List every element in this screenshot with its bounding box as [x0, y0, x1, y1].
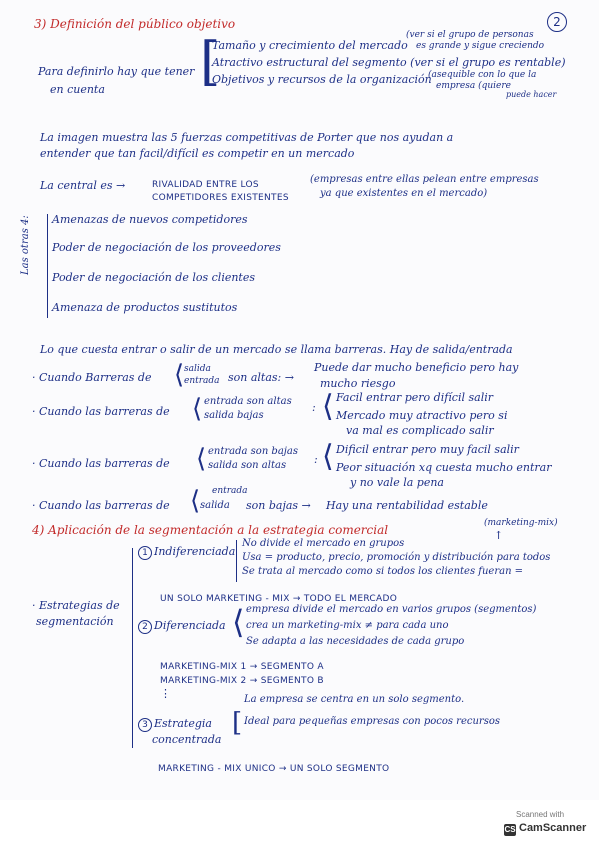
strategy-1-title [138, 546, 235, 560]
central-force-caps-2: COMPETIDORES EXISTENTES [152, 193, 289, 203]
resources-note-line-1: (asequible con lo que la [428, 70, 537, 80]
barrier-case-4-result: Hay una rentabilidad estable [326, 499, 488, 512]
barrier-case-1-top: salida [184, 364, 211, 374]
barrier-case-2-bottom: salida bajas [204, 410, 264, 421]
barrier-case-1-prefix: · Cuando Barreras de [32, 371, 152, 384]
strategy-3-line: Ideal para pequeñas empresas con pocos recursos [244, 716, 500, 727]
porter-paragraph-line-1: La imagen muestra las 5 fuerzas competitivas de Porter que nos ayudan a [40, 131, 454, 144]
barrier-case-2-result-brace: ⟨ [322, 389, 334, 424]
section-3-title: 3) Definición del público objetivo [34, 17, 236, 31]
strategy-2-name: Diferenciada [154, 619, 226, 632]
central-force-note-2: ya que existentes en el mercado) [320, 188, 488, 199]
force-item: Amenazas de nuevos competidores [52, 213, 248, 226]
definition-lead-line-1: Para definirlo hay que tener [38, 65, 195, 78]
barrier-case-3-result-1: Dificil entrar pero muy facil salir [336, 443, 519, 456]
force-item: Poder de negociación de los clientes [52, 271, 256, 284]
barrier-case-2-result-2: Mercado muy atractivo pero si [336, 409, 508, 422]
barrier-case-2-brace: ⟨ [192, 394, 203, 424]
barrier-case-2-colon: : [312, 401, 316, 414]
number-badge-2: 2 [138, 620, 152, 634]
strategy-2-title [138, 620, 226, 634]
barriers-intro: Lo que cuesta entrar o salir de un mercado se llama barreras. Hay de salida/entrada [40, 343, 513, 356]
strategies-label-1: · Estrategias de [32, 599, 120, 612]
strategy-1-bracket [236, 540, 237, 582]
size-note-line-2: es grande y sigue creciendo [416, 41, 545, 51]
force-item: Poder de negociación de los proveedores [52, 241, 281, 254]
barrier-case-3-bottom: salida son altas [208, 460, 287, 471]
criterion-item: Tamaño y crecimiento del mercado [212, 39, 408, 52]
barrier-case-1-brace: ⟨ [174, 360, 185, 390]
camscanner-badge [504, 808, 588, 840]
central-force-note-1: (empresas entre ellas pelean entre empresas [310, 174, 539, 185]
barrier-case-3-brace: ⟨ [196, 444, 207, 474]
barrier-case-3-top: entrada son bajas [208, 446, 298, 457]
size-note-line-1: (ver si el grupo de personas [406, 30, 534, 40]
other-forces-label: Las otras 4: [20, 215, 31, 275]
marketing-mix-note: (marketing-mix) [484, 518, 558, 528]
strategy-3-name-2: concentrada [152, 733, 222, 746]
barrier-case-2-result-3: va mal es complicado salir [346, 424, 494, 437]
central-force-label: La central es → [40, 179, 126, 192]
barrier-case-3-result-2: Peor situación xq cuesta mucho entrar [336, 461, 552, 474]
criterion-item: Objetivos y recursos de la organización [212, 73, 432, 86]
number-badge-3: 3 [138, 718, 152, 732]
barrier-case-1-bottom: entrada [184, 376, 220, 386]
strategy-2-line: crea un marketing-mix ≠ para cada uno [246, 620, 449, 631]
resources-note-line-3: puede hacer [506, 90, 557, 99]
barrier-case-4-bottom: salida [200, 500, 230, 511]
scanned-with-text: Scanned with [516, 810, 565, 819]
barrier-case-3-result-3: y no vale la pena [350, 476, 444, 489]
forces-bracket [47, 214, 48, 318]
barrier-case-3-colon: : [314, 453, 318, 466]
strategy-3-summary: MARKETING - MIX UNICO → UN SOLO SEGMENTO [158, 764, 390, 774]
resources-note-line-2: empresa (quiere [436, 81, 511, 91]
strategy-1-line: No divide el mercado en grupos [242, 538, 405, 549]
strategy-3-line: La empresa se centra en un solo segmento. [244, 694, 465, 705]
porter-paragraph-line-2: entender que tan facil/difícil es competir en un mercado [40, 147, 355, 160]
barrier-case-3-result-brace: ⟨ [322, 439, 334, 474]
camscanner-logo-icon: CS [504, 825, 516, 834]
strategy-2-line: Se adapta a las necesidades de cada grupo [246, 636, 465, 647]
criterion-item: Atractivo estructural del segmento (ver si el grupo es rentable) [212, 56, 566, 69]
strategy-1-line: Usa = producto, precio, promoción y distribución para todos [242, 552, 551, 563]
barrier-case-2-prefix: · Cuando las barreras de [32, 405, 170, 418]
barrier-case-4-middle: son bajas → [246, 499, 311, 512]
strategies-bracket [132, 548, 133, 748]
barrier-case-1-result-1: Puede dar mucho beneficio pero hay [314, 361, 519, 374]
strategy-3-brace: [ [232, 708, 243, 738]
continuation-dots: ⋮ [160, 687, 171, 700]
strategy-2-brace: ⟨ [232, 603, 245, 641]
barrier-case-4-brace: ⟨ [190, 486, 201, 516]
definition-lead-line-2: en cuenta [50, 83, 105, 96]
barrier-case-2-result-1: Facil entrar pero difícil salir [336, 391, 493, 404]
strategy-2-line: empresa divide el mercado en varios grupos (segmentos) [246, 604, 537, 615]
strategy-2-summary-1: MARKETING-MIX 1 → SEGMENTO A [160, 662, 324, 672]
camscanner-brand-text: CamScanner [519, 822, 587, 834]
strategy-1-name: Indiferenciada [154, 545, 236, 558]
camscanner-brand [504, 822, 586, 836]
strategy-1-summary: UN SOLO MARKETING - MIX → TODO EL MERCADO [160, 594, 398, 604]
strategy-1-line: Se trata al mercado como si todos los clientes fueran = [242, 566, 524, 577]
barrier-case-1-result-2: mucho riesgo [320, 377, 396, 390]
number-badge-1: 1 [138, 546, 152, 560]
strategies-label-2: segmentación [36, 615, 114, 628]
definition-brace: [ [200, 32, 221, 92]
up-arrow-icon: ↑ [494, 529, 504, 542]
barrier-case-4-prefix: · Cuando las barreras de [32, 499, 170, 512]
page-number: 2 [547, 12, 567, 32]
strategy-3-name-1: Estrategia [154, 717, 212, 730]
barrier-case-4-top: entrada [212, 486, 248, 496]
barrier-case-1-middle: son altas: → [228, 371, 294, 384]
barrier-case-2-top: entrada son altas [204, 396, 292, 407]
central-force-caps-1: RIVALIDAD ENTRE LOS [152, 180, 259, 190]
section-4-title: 4) Aplicación de la segmentación a la estrategia comercial [32, 523, 389, 537]
force-item: Amenaza de productos sustitutos [52, 301, 238, 314]
strategy-3-title [138, 718, 212, 732]
strategy-2-summary-2: MARKETING-MIX 2 → SEGMENTO B [160, 676, 324, 686]
barrier-case-3-prefix: · Cuando las barreras de [32, 457, 170, 470]
